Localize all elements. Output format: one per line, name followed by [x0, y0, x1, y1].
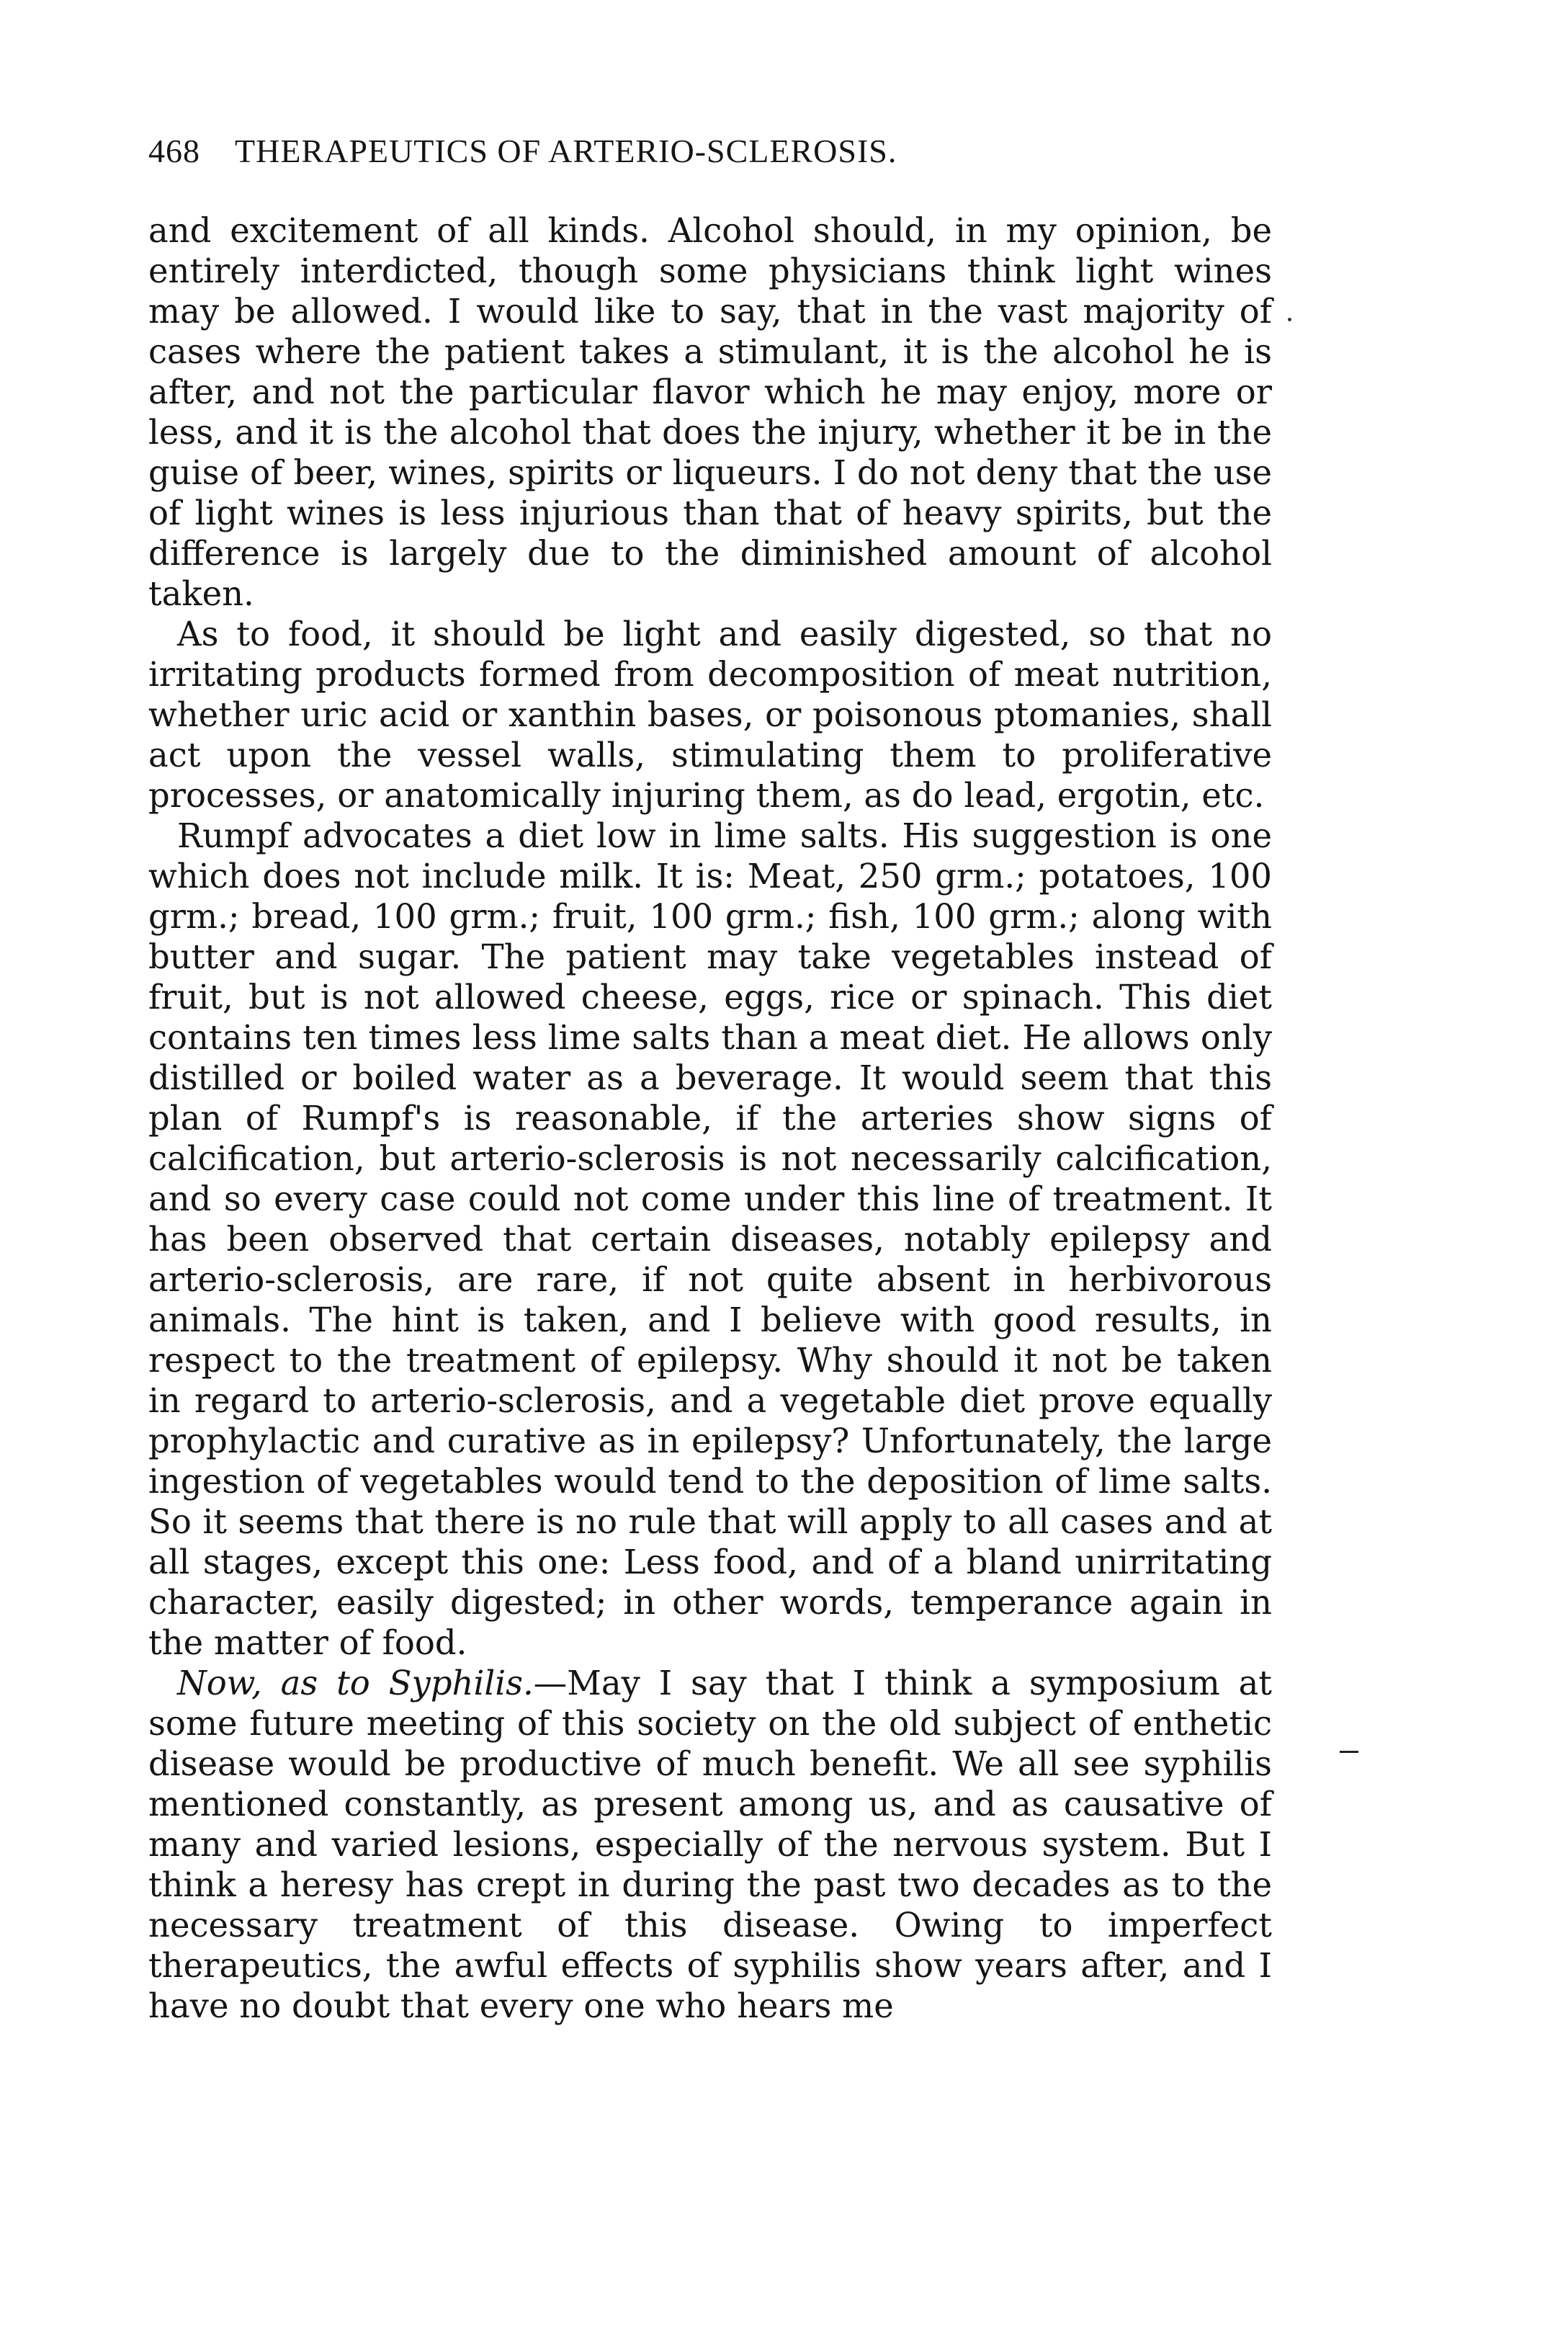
book-page — [148, 130, 1272, 2026]
running-title: THERAPEUTICS OF ARTERIO-SCLEROSIS. — [235, 133, 897, 169]
margin-dot — [1288, 318, 1291, 321]
syphilis-body: —May I say that I think a symposium at some future meeting of this society on the old subject of enthetic disease would be productive of much benefit. We all see syphilis mentioned constantly, as present among us, and as causative of many and varied lesions, especially of the nervous system. But I think a heresy has crept in during the past two decades as to the necessary treatment of this disease. Owing to imperfect therapeutics, the awful effects of syphilis show years after, and I have no doubt that every one who hears me — [148, 1664, 1272, 2025]
page-number: 468 — [148, 133, 200, 169]
margin-dash — [1340, 1751, 1358, 1753]
paragraph-food: As to food, it should be light and easily digested, so that no irritating products formed from decomposition of meat nutrition, whether uric acid or xanthin bases, or poisonous ptomanies, shall act upon the vessel walls, stimulating them to proliferative processes, or anatomically injuring them, as do lead, ergotin, etc. — [148, 615, 1272, 815]
running-head — [148, 130, 1272, 173]
paragraph-alcohol: and excitement of all kinds. Alcohol should, in my opinion, be entirely interdicted, though some physicians think light wines may be allowed. I would like to say, that in the vast majority of cases where the patient takes a stimulant, it is the alcohol he is after, and not the particular flavor which he may enjoy, more or less, and it is the alcohol that does the injury, whether it be in the guise of beer, wines, spirits or liqueurs. I do not deny that the use of light wines is less injurious than that of heavy spirits, but the difference is largely due to the diminished amount of alcohol taken. — [148, 211, 1272, 613]
paragraph-syphilis — [148, 1663, 1272, 2026]
paragraph-rumpf-diet: Rumpf advocates a diet low in lime salts. His suggestion is one which does not include milk. It is: Meat, 250 grm.; potatoes, 100 grm.; bread, 100 grm.; fruit, 100 grm.; fish, 100 grm.; along with butter and sugar. The patient may take vegetables instead of fruit, but is not allowed cheese, eggs, rice or spinach. This diet contains ten times less lime salts than a meat diet. He allows only distilled or boiled water as a beverage. It would seem that this plan of Rumpf's is reasonable, if the arteries show signs of calcification, but arterio-sclerosis is not necessarily calcification, and so every case could not come under this line of treatment. It has been observed that certain diseases, notably epilepsy and arterio-sclerosis, are rare, if not quite absent in herbivorous animals. The hint is taken, and I believe with good results, in respect to the treatment of epilepsy. Why should it not be taken in regard to arterio-sclerosis, and a vegetable diet prove equally prophylactic and curative as in epilepsy? Unfortunately, the large ingestion of vegetables would tend to the deposition of lime salts. So it seems that there is no rule that will apply to all cases and at all stages, except this one: Less food, and of a bland unirritating character, easily digested; in other words, temperance again in the matter of food. — [148, 816, 1272, 1662]
syphilis-lead-in: Now, as to Syphilis. — [177, 1664, 534, 1703]
